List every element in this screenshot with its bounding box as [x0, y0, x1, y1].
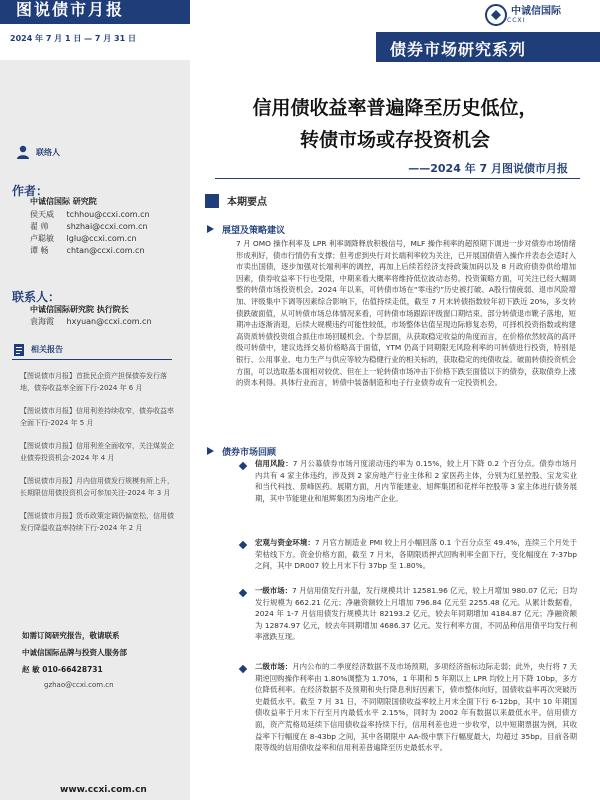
section-heading — [207, 222, 285, 236]
author-email[interactable]: shzhai@ccxi.com.cn — [66, 222, 148, 231]
author-name: 卢聪敏 — [30, 234, 54, 243]
authors-title: 作者： — [12, 184, 49, 198]
author-item — [30, 221, 150, 233]
related-report-link[interactable]: 【图说债市月报】货币政策定调仍偏宽松，信用债发行降温收益率持续下行-2024 年 2 月 — [20, 512, 174, 532]
contact-label: 联络人 — [36, 147, 60, 157]
author-email[interactable]: chtan@ccxi.com.cn — [66, 246, 145, 255]
author-item — [30, 245, 150, 257]
date-range: 2024 年 7 月 1 日 — 7 月 31 日 — [10, 34, 136, 43]
report-series-title: 图说债市月报 — [16, 0, 125, 19]
related-report-link[interactable]: 【图说债市月报】信用利差全面收窄，关注煤炭企业债券投资机会-2024 年 4 月 — [20, 442, 174, 462]
brand-sub: CCXI — [507, 17, 526, 24]
title-divider — [215, 178, 580, 179]
abstract-header — [205, 193, 267, 208]
subscription-line: 如需订阅研究报告，敬请联系 — [22, 631, 120, 640]
bullet-lead: 信用风险： — [255, 459, 293, 468]
brand-logo — [485, 4, 561, 26]
bullet-icon — [239, 541, 247, 549]
outlook-paragraph: 7 月 OMO 操作利率及 LPR 利率调降释放积极信号，MLF 操作利率的超预期下调进一步对债券市场情绪形成利好，债市行情仍有支撑；但考虑到央行对长端利率较为关注，已开展国债借入操作并表态会适时入市卖出国债，逐步加强对长端利率的调控，再加上后续若经济支持政策加码以及 8 月政府债券供给增加因素，债券收益率下行也受限，中期来看大概率将维持低位波动态势。投资策略方面，可关注已经大幅调整的转债市场投资机会。2024 年以来，可转债市场在“零违约”历史被打破、A股行情疲弱、退市风险增加、评级集中下调等因素综合影响下，估值持续走低，截至 7 月末转债指数较年初下跌近 20%，多支转债跌破面值，从可转债市场总体情况来看，可转债市场跟踪评级窗口期结束、部分转债退市靴子落地，短期冲击逐渐消退，后续大规模违约可能性较低，市场整体估值呈现边际修复态势，可择机投资指数或构建高资质转债投资组合抓住市场回暖机会。个券层面，从获取稳定收益的角度而言，在价格依然较高的高评级可转债中，建议选择交易价格略高于面值，YTM 仍高于同期限无风险利率的可转债进行投资，特别是银行、公用事业、电力生产与供应等较为稳健行业的相关标的，获取稳定的纯债收益。破面转债投资机会方面，可以选取基本面相对较优、但在上一轮转债市场冲击下价格下跌至面值以下的债券，获取债券上涨的资本利得。具体行业而言，转债中装备制造和电子行业债券或有一定投资机会。 — [236, 239, 576, 388]
bullet-icon — [239, 665, 247, 673]
related-reports-label: 相关报告 — [31, 345, 63, 354]
contact-title: 联系人： — [12, 290, 61, 304]
abstract-label: 本期要点 — [227, 197, 267, 208]
review-paragraph — [255, 661, 577, 754]
review-paragraph — [255, 537, 577, 572]
related-report-link[interactable]: 【图说债市月报】首批民企资产担保债券发行落地，债券收益率全面下行-2024 年 6 月 — [20, 372, 167, 392]
contact-name: 袁海霞 — [30, 317, 54, 326]
bullet-text: 7 月信用债发行升温，发行规模共计 12581.96 亿元，较上月增加 980.07 亿元；日均发行规模为 662.21 亿元；净融资额较上月增加 796.84 亿元至 2255.48 亿元。从累计数据看，2024 年 1-7 月信用债发行规模共计 82193.2 亿元，较去年同期增加 4184.87 亿元；净融资额为 12874.97 亿元，较去年同期增加 4686.37 亿元。发行利率方面，不同品种信用债平均发行利率涨跌互现。 — [255, 586, 577, 642]
bullet-text: 月内公布的二季度经济数据不及市场预期，多项经济指标边际走弱；此外，央行将 7 天期逆回购操作利率由 1.80%调整为 1.70%，1 年期和 5 年期以上 LPR 均较上月下降 10bp，多方位降低利率。在经济数据不及预期和央行降息利好因素下，债市整体向好，国债收益率再次突破历史最低水平。截至 7 月 31 日，不同期限国债收益率较上月末全面下行 6-12bp，其中 10 年期国债收益率于月末下行至月内最低水平 2.15%，同时为 2002 年有数据以来最低水平。信用债方面，资产荒格局延续下信用债收益率持续下行，信用利差也进一步收窄，以中短期票据为例，其收益率下行幅度在 8-43bp 之间，其中各期限中 AA-级中票下行幅度最大，均超过 35bp。目前各期限等级的信用债收益率和信用利差普遍降至历史最低水平。 — [255, 662, 577, 753]
bullet-text: 7 月官方制造业 PMI 较上月小幅回落 0.1 个百分点至 49.4%，连续三个月处于荣枯线下方。资金价格方面，截至 7 月末，各期限质押式回购利率全面下行，变化幅度在 7-37bp 之间，其中 DR007 较上月末下行 37bp 至 1.80%。 — [255, 538, 577, 571]
subscription-line: 赵 敏 010-66428731 — [22, 665, 103, 674]
subscription-info — [22, 630, 172, 689]
author-name: 侯天威 — [30, 210, 54, 219]
related-report-link[interactable]: 【图说债市月报】月内信用债发行规模有所上升，长期限信用债投资机会可参加关注-2024 年 3 月 — [20, 477, 174, 497]
contact-person — [30, 316, 152, 327]
contact-org: 中诚信国际研究院 执行院长 — [30, 305, 129, 314]
review-paragraph — [255, 585, 577, 643]
contact-row — [15, 142, 60, 162]
section-heading — [207, 444, 276, 458]
section-arrow-icon — [207, 225, 214, 233]
subscription-email[interactable]: gzhao@ccxi.com.cn — [44, 681, 114, 689]
section-label: 债券市场回顾 — [222, 447, 277, 458]
bullet-lead: 宏观与资金环境： — [255, 538, 315, 547]
logo-icon — [485, 4, 507, 26]
sidebar — [0, 0, 190, 800]
subscription-line: 中诚信国际品牌与投资人服务部 — [22, 648, 127, 657]
bullet-icon — [239, 462, 247, 470]
author-name: 翟 帅 — [30, 222, 49, 231]
related-reports-list — [20, 370, 180, 545]
bullet-icon — [239, 589, 247, 597]
brand-name: 中诚信国际 — [511, 6, 561, 17]
section-label: 展望及策略建议 — [222, 225, 286, 236]
bullet-lead: 一级市场： — [255, 586, 293, 595]
title-line: 转债市场或存投资机会 — [299, 129, 490, 151]
related-report-link[interactable]: 【图说债市月报】信用利差持续收窄，债券收益率全面下行-2024 年 5 月 — [20, 407, 174, 427]
page-title — [190, 92, 600, 156]
review-paragraph — [255, 458, 577, 504]
abstract-marker — [205, 194, 219, 208]
section-arrow-icon — [207, 447, 214, 455]
series-banner-text: 债券市场研究系列 — [390, 40, 527, 59]
contact-email[interactable]: hxyuan@ccxi.com.cn — [66, 317, 152, 326]
author-item — [30, 233, 150, 245]
series-banner — [376, 32, 600, 62]
sidebar-header — [0, 0, 190, 24]
related-reports-header — [12, 340, 172, 360]
bullet-lead: 二级市场： — [255, 662, 293, 671]
person-icon — [15, 144, 31, 160]
website-link[interactable]: www.ccxi.com.cn — [60, 785, 147, 795]
bullet-text: 7 月公募债券市场月度滚动违约率为 0.15%，较上月下降 0.2 个百分点。债券市场月内共有 4 家主体违约，涉及到 2 家房地产行业主体和 2 家医药主体，分别为红星控股、宝龙实业和当代科技、景峰医药。展期方面，月内节能建业、旭辉集团和花样年控股等 3 家主体进行债务展期，其中节能建业和旭辉集团为房地产企业。 — [255, 459, 577, 503]
author-email[interactable]: lglu@ccxi.com.cn — [66, 234, 137, 243]
author-name: 谭 畅 — [30, 246, 49, 255]
page-subtitle: ——2024 年 7 月图说债市月报 — [408, 162, 568, 175]
document-icon — [12, 343, 26, 357]
authors-list — [30, 209, 150, 257]
author-item — [30, 209, 150, 221]
title-line: 信用债收益率普遍降至历史低位， — [252, 97, 538, 119]
authors-org: 中诚信国际 研究院 — [30, 197, 97, 206]
author-email[interactable]: tchhou@ccxi.com.cn — [66, 210, 150, 219]
